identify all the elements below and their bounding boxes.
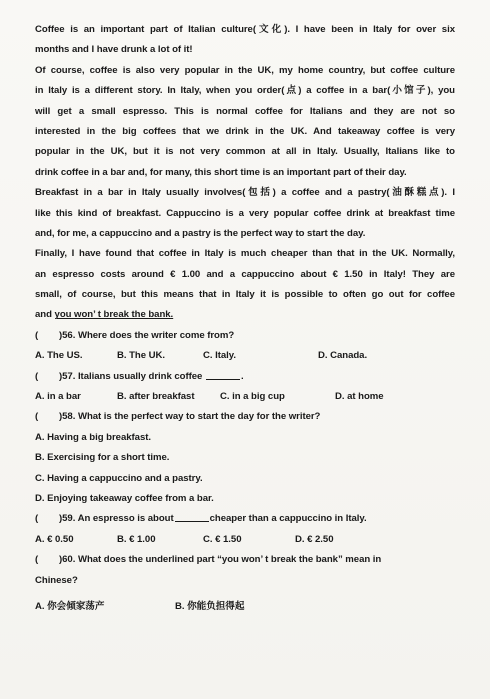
passage-line <box>35 305 455 325</box>
passage-line: in Italy is a different story. In Italy, when you order(点) a coffee in a bar(小馆子), you <box>35 85 455 97</box>
option-a: A. The US. <box>35 350 83 362</box>
answer-blank <box>206 368 240 380</box>
question-stem-end: cheaper than a cappuccino in Italy. <box>209 513 367 525</box>
option-a: A. 你会倾家荡产 <box>35 600 105 612</box>
passage-line: Finally, I have found that coffee in Italy is much cheaper than that in the UK. Normally, <box>35 248 455 260</box>
question-57 <box>35 367 455 387</box>
passage-text: and <box>35 309 55 321</box>
answer-paren: ( <box>35 370 39 382</box>
question-59 <box>35 509 455 529</box>
question-60-continued: Chinese? <box>35 574 78 586</box>
option-b: B. The UK. <box>117 350 166 362</box>
option-b: B. 你能负担得起 <box>175 600 245 612</box>
passage-line: Of course, coffee is also very popular in the UK, my home country, but coffee culture <box>35 64 455 76</box>
passage-line: like this kind of breakfast. Cappuccino is a very popular coffee drink at breakfast time <box>35 207 455 219</box>
passage-line: an espresso costs around € 1.00 and a cappuccino about € 1.50 in Italy! They are <box>35 268 455 280</box>
answer-blank <box>175 510 209 522</box>
passage-line: Breakfast in a bar in Italy usually involves(包括) a coffee and a pastry(油酥糕点). I <box>35 187 455 199</box>
passage-line: Coffee is an important part of Italian culture(文化). I have been in Italy for over six <box>35 24 455 35</box>
options-57 <box>35 387 455 407</box>
option-a: A. in a bar <box>35 391 81 403</box>
options-59 <box>35 530 455 550</box>
option-a: A. € 0.50 <box>35 533 74 545</box>
answer-paren: ( <box>35 411 39 423</box>
option-c: C. Italy. <box>203 350 236 362</box>
option-b: B. Exercising for a short time. <box>35 452 170 464</box>
option-c: C. € 1.50 <box>203 533 242 545</box>
option-d: D. at home <box>335 391 384 403</box>
question-stem: )59. An espresso is about <box>59 513 174 525</box>
passage-line: small, of course, but this means that in Italy it is possible to often go out for coffee <box>35 289 455 301</box>
question-stem: )58. What is the perfect way to start the day for the writer? <box>59 411 321 423</box>
options-56 <box>35 346 455 366</box>
answer-paren: ( <box>35 513 39 525</box>
question-stem: )57. Italians usually drink coffee <box>59 370 203 382</box>
answer-paren: ( <box>35 329 39 341</box>
passage-line: months and I have drunk a lot of it! <box>35 44 193 56</box>
option-d: D. Canada. <box>318 350 368 362</box>
question-60 <box>35 550 455 570</box>
option-d: D. Enjoying takeaway coffee from a bar. <box>35 492 214 504</box>
option-c: C. Having a cappuccino and a pastry. <box>35 472 203 484</box>
passage-line: and, for me, a cappuccino and a pastry is the perfect way to start the day. <box>35 227 366 239</box>
question-stem-end: . <box>240 370 244 382</box>
underlined-phrase: you won’ t break the bank. <box>54 309 174 321</box>
option-d: D. € 2.50 <box>295 533 334 545</box>
question-stem: )60. What does the underlined part “you won’ t break the bank” mean in <box>59 554 382 566</box>
option-b: B. € 1.00 <box>117 533 156 545</box>
question-58 <box>35 407 455 427</box>
passage-line: interested in the big coffees that we drink in the UK. And takeaway coffee is very <box>35 125 455 137</box>
passage-line: will get a small espresso. This is normal coffee for Italians and they are not so <box>35 105 455 117</box>
options-60 <box>35 597 455 617</box>
option-b: B. after breakfast <box>117 391 195 403</box>
passage-line: popular in the UK, but it is not very common at all in Italy. Usually, Italians like to <box>35 146 455 158</box>
answer-paren: ( <box>35 554 39 566</box>
option-c: C. in a big cup <box>220 391 285 403</box>
question-56 <box>35 326 455 346</box>
question-stem: )56. Where does the writer come from? <box>59 329 235 341</box>
worksheet-content <box>35 20 455 617</box>
option-a: A. Having a big breakfast. <box>35 431 151 443</box>
passage-line: drink coffee in a bar and, for many, this short time is an important part of their day. <box>35 166 407 178</box>
